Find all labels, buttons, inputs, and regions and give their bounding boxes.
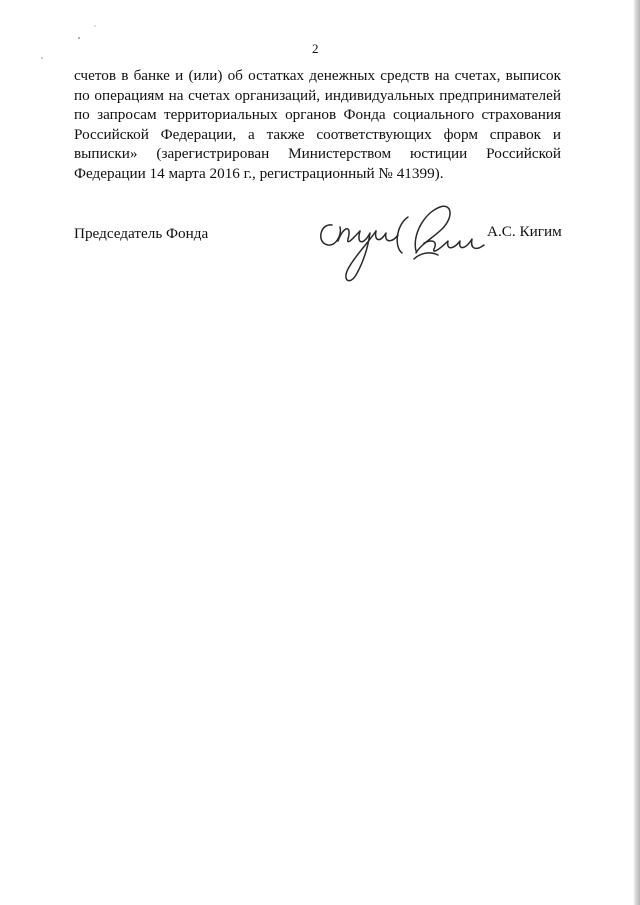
handwritten-signature: [312, 195, 488, 293]
body-paragraph: счетов в банке и (или) об остатках денежных средств на счетах, выписок по операциям на счетах организаций, индивидуальных предпринимателей по запросам территориальных органов Фонда социального страхования Российской Федерации, а также соответствующих форм справок и выписки» (зарегистрирован Министерством юстиции Российской Федерации 14 марта 2016 г., регистрационный № 41399).: [74, 67, 561, 182]
scan-edge-shadow: [633, 0, 640, 905]
signatory-name: А.С. Кигим: [487, 223, 562, 240]
page-number: 2: [312, 41, 319, 56]
scan-specks: [0, 0, 120, 70]
signatory-title: Председатель Фонда: [74, 225, 209, 242]
